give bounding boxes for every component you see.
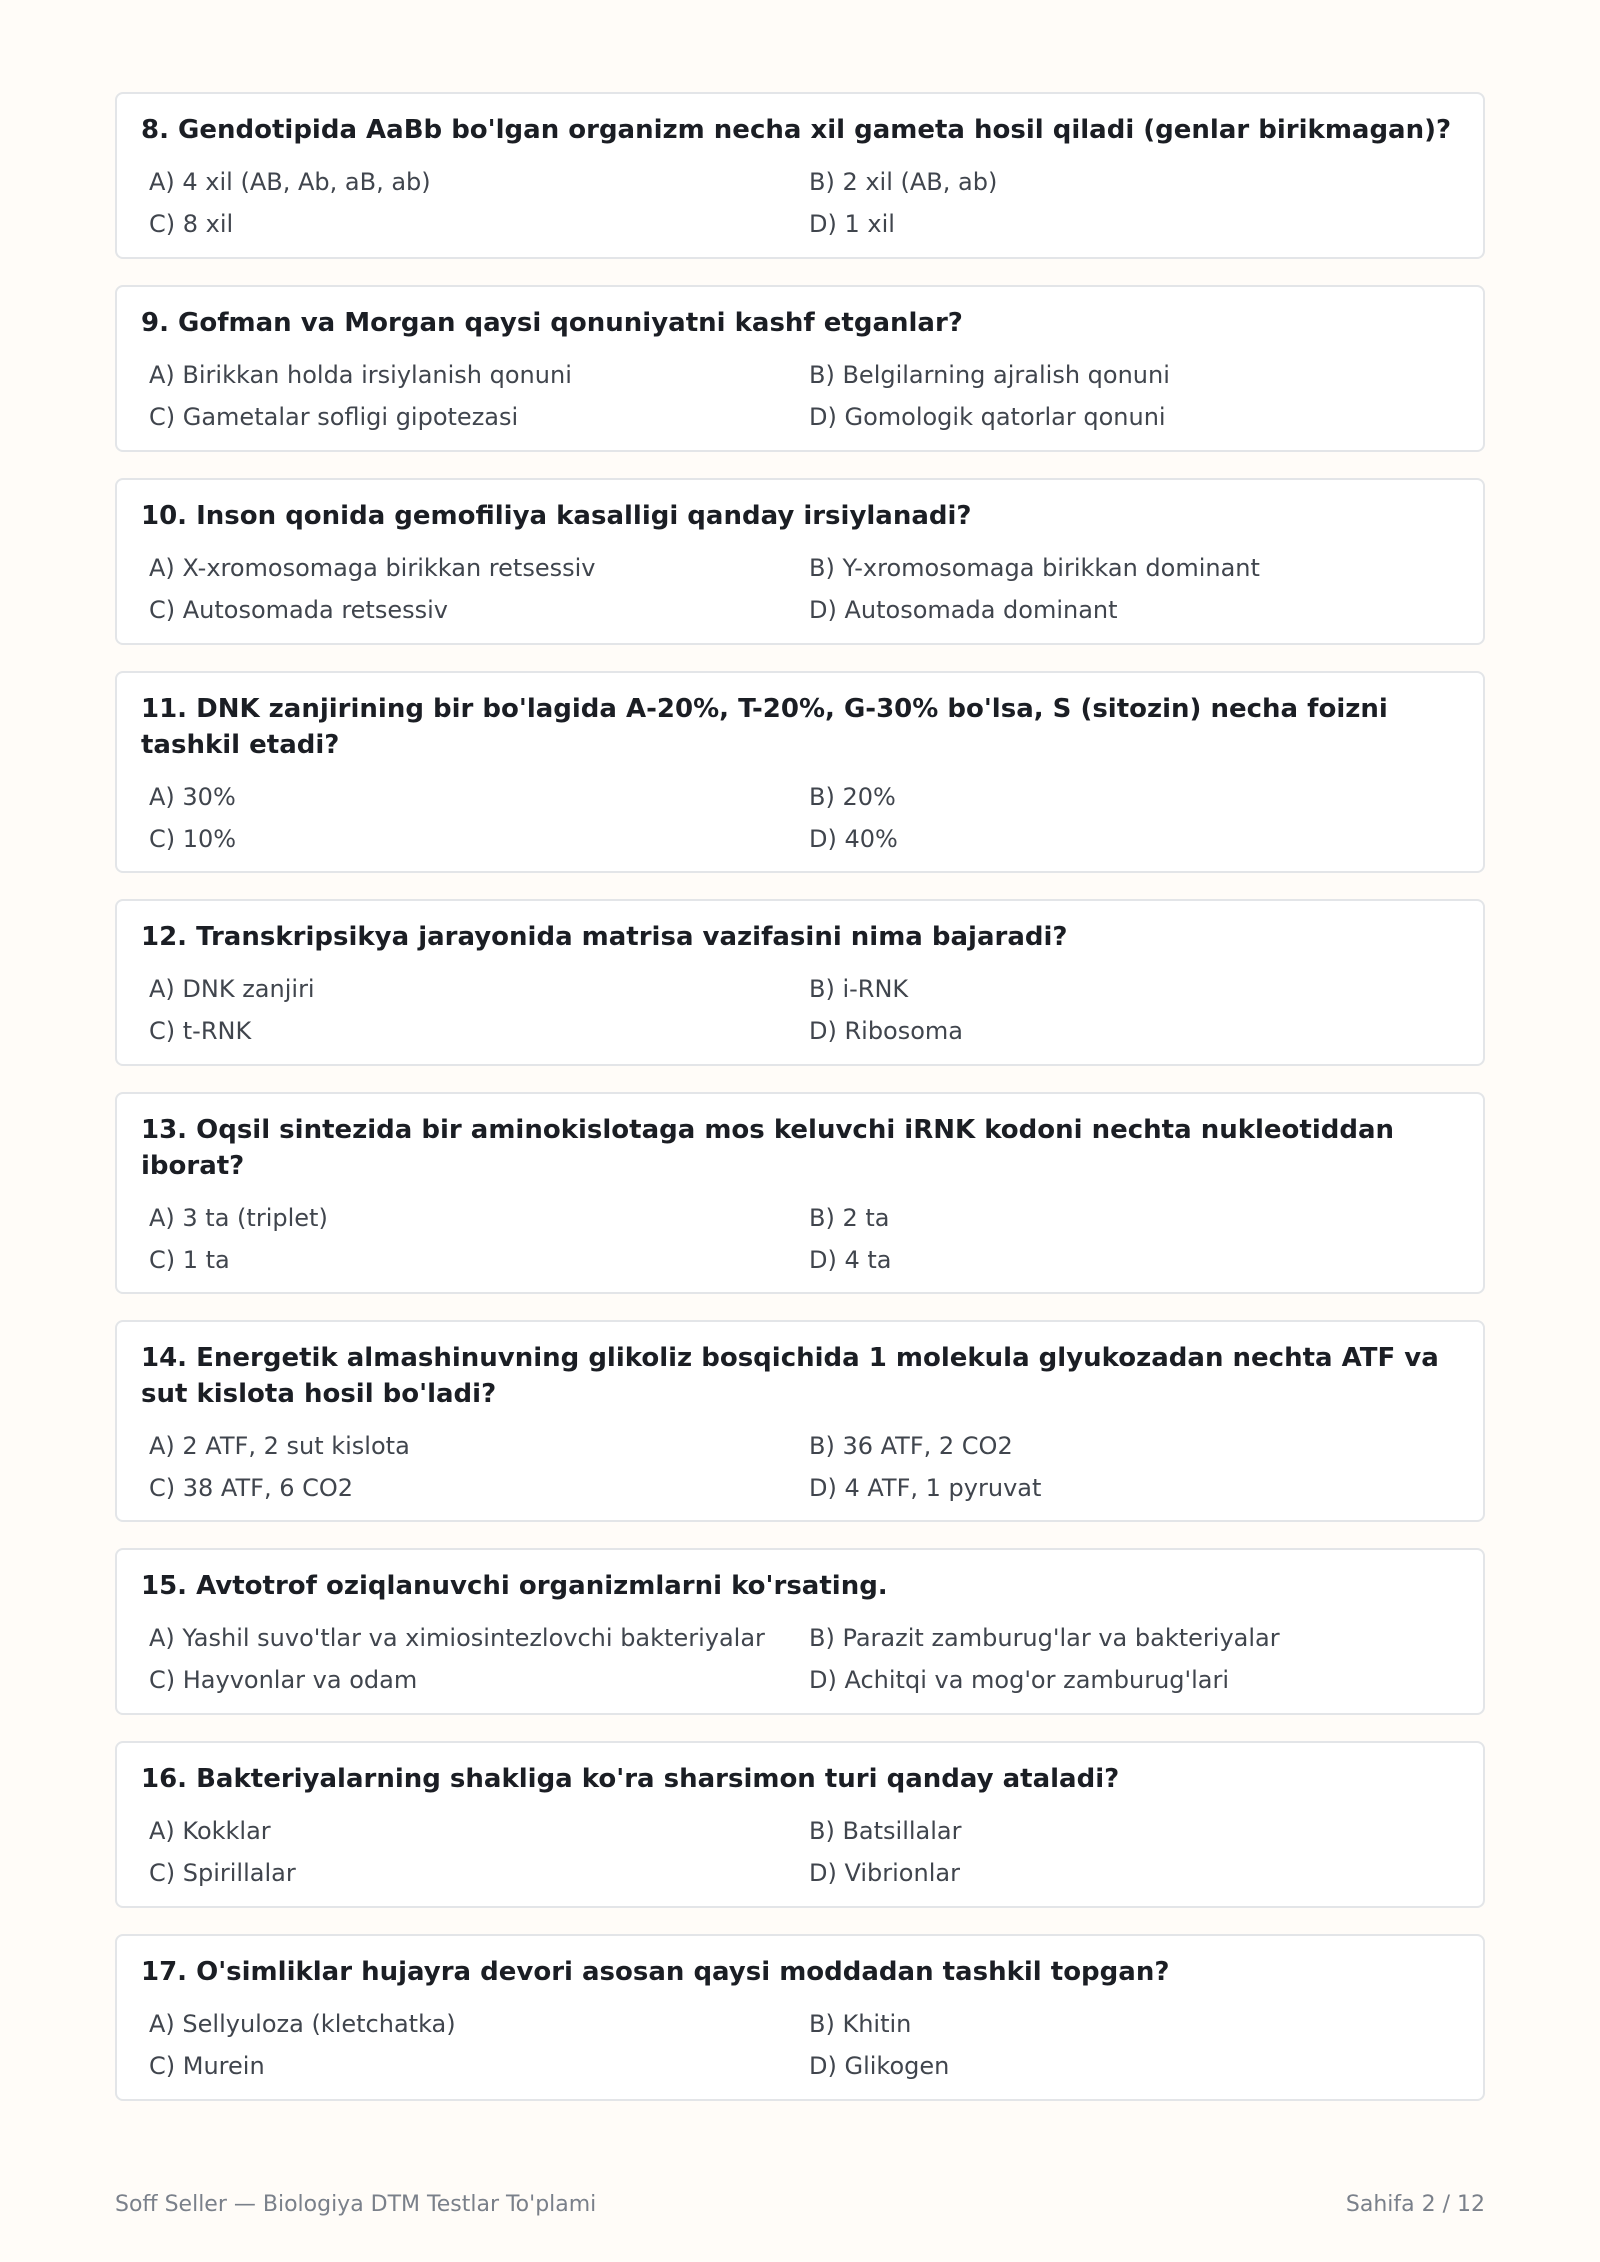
option-c: C) t-RNK: [149, 1017, 252, 1045]
option-b: B) Y-xromosomaga birikkan dominant: [809, 554, 1260, 582]
question-card-14: [115, 1320, 1485, 1522]
question-card-9: [115, 285, 1485, 452]
page-number: Sahifa 2 / 12: [1345, 2192, 1485, 2217]
option-c: C) 8 xil: [149, 210, 234, 238]
option-c: C) Murein: [149, 2052, 265, 2080]
option-b: B) 36 ATF, 2 CO2: [809, 1432, 1013, 1460]
option-a: A) Kokklar: [149, 1817, 271, 1845]
option-b: B) 20%: [809, 783, 896, 811]
answer-options: [149, 2003, 1459, 2087]
option-a: A) 4 xil (AB, Ab, aB, ab): [149, 168, 431, 196]
answer-options: [149, 776, 1459, 860]
option-c: C) 10%: [149, 825, 237, 853]
option-b: B) Batsillalar: [809, 1817, 962, 1845]
question-card-13: [115, 1092, 1485, 1294]
question-title: 13. Oqsil sintezida bir aminokislotaga mos keluvchi iRNK kodoni nechta nukleotiddan iborat?: [141, 1115, 1395, 1181]
question-title: 10. Inson qonida gemofiliya kasalligi qanday irsiylanadi?: [141, 501, 972, 531]
question-card-11: [115, 671, 1485, 873]
option-c: C) Hayvonlar va odam: [149, 1666, 418, 1694]
option-d: D) Vibrionlar: [809, 1859, 960, 1887]
option-d: D) 40%: [809, 825, 898, 853]
option-b: B) i-RNK: [809, 975, 909, 1003]
option-d: D) Gomologik qatorlar qonuni: [809, 403, 1166, 431]
option-b: B) Parazit zamburug'lar va bakteriyalar: [809, 1624, 1280, 1652]
answer-options: [149, 354, 1459, 438]
option-a: A) 2 ATF, 2 sut kislota: [149, 1432, 410, 1460]
answer-options: [149, 1197, 1459, 1281]
option-d: D) 4 ta: [809, 1246, 892, 1274]
answer-options: [149, 547, 1459, 631]
question-title: 15. Avtotrof oziqlanuvchi organizmlarni ko'rsating.: [141, 1571, 888, 1601]
option-d: D) 4 ATF, 1 pyruvat: [809, 1474, 1042, 1502]
option-b: B) Khitin: [809, 2010, 912, 2038]
option-d: D) Ribosoma: [809, 1017, 964, 1045]
footer-title: Soff Seller — Biologiya DTM Testlar To'plami: [115, 2192, 597, 2217]
question-card-10: [115, 478, 1485, 645]
option-c: C) Spirillalar: [149, 1859, 296, 1887]
question-card-12: [115, 899, 1485, 1066]
option-d: D) 1 xil: [809, 210, 895, 238]
option-a: A) Yashil suvo'tlar va ximiosintezlovchi bakteriyalar: [149, 1624, 765, 1652]
question-title: 9. Gofman va Morgan qaysi qonuniyatni kashf etganlar?: [141, 308, 963, 338]
page-footer: [115, 2190, 1485, 2220]
answer-options: [149, 968, 1459, 1052]
option-c: C) Autosomada retsessiv: [149, 596, 448, 624]
option-a: A) 3 ta (triplet): [149, 1204, 328, 1232]
question-title: 11. DNK zanjirining bir bo'lagida A-20%, T-20%, G-30% bo'lsa, S (sitozin) necha foizni tashkil etadi?: [141, 694, 1388, 760]
question-title: 14. Energetik almashinuvning glikoliz bosqichida 1 molekula glyukozadan nechta ATF va sut kislota hosil bo'ladi?: [141, 1343, 1439, 1409]
question-title: 12. Transkripsikya jarayonida matrisa vazifasini nima bajaradi?: [141, 922, 1068, 952]
question-title: 17. O'simliklar hujayra devori asosan qaysi moddadan tashkil topgan?: [141, 1957, 1170, 1987]
question-title: 8. Gendotipida AaBb bo'lgan organizm necha xil gameta hosil qiladi (genlar birikmagan)?: [141, 115, 1452, 145]
option-d: D) Achitqi va mog'or zamburug'lari: [809, 1666, 1230, 1694]
answer-options: [149, 1425, 1459, 1509]
option-c: C) 38 ATF, 6 CO2: [149, 1474, 354, 1502]
option-b: B) 2 xil (AB, ab): [809, 168, 998, 196]
question-card-17: [115, 1934, 1485, 2101]
option-c: C) Gametalar sofligi gipotezasi: [149, 403, 519, 431]
option-a: A) DNK zanjiri: [149, 975, 315, 1003]
option-b: B) Belgilarning ajralish qonuni: [809, 361, 1170, 389]
answer-options: [149, 1810, 1459, 1894]
option-c: C) 1 ta: [149, 1246, 230, 1274]
option-b: B) 2 ta: [809, 1204, 890, 1232]
option-a: A) X-xromosomaga birikkan retsessiv: [149, 554, 596, 582]
option-a: A) Birikkan holda irsiylanish qonuni: [149, 361, 572, 389]
option-d: D) Autosomada dominant: [809, 596, 1118, 624]
question-card-8: [115, 92, 1485, 259]
answer-options: [149, 161, 1459, 245]
question-list: [115, 92, 1485, 2127]
question-card-15: [115, 1548, 1485, 1715]
answer-options: [149, 1617, 1459, 1701]
question-title: 16. Bakteriyalarning shakliga ko'ra sharsimon turi qanday ataladi?: [141, 1764, 1120, 1794]
question-card-16: [115, 1741, 1485, 1908]
option-d: D) Glikogen: [809, 2052, 950, 2080]
option-a: A) Sellyuloza (kletchatka): [149, 2010, 456, 2038]
option-a: A) 30%: [149, 783, 236, 811]
